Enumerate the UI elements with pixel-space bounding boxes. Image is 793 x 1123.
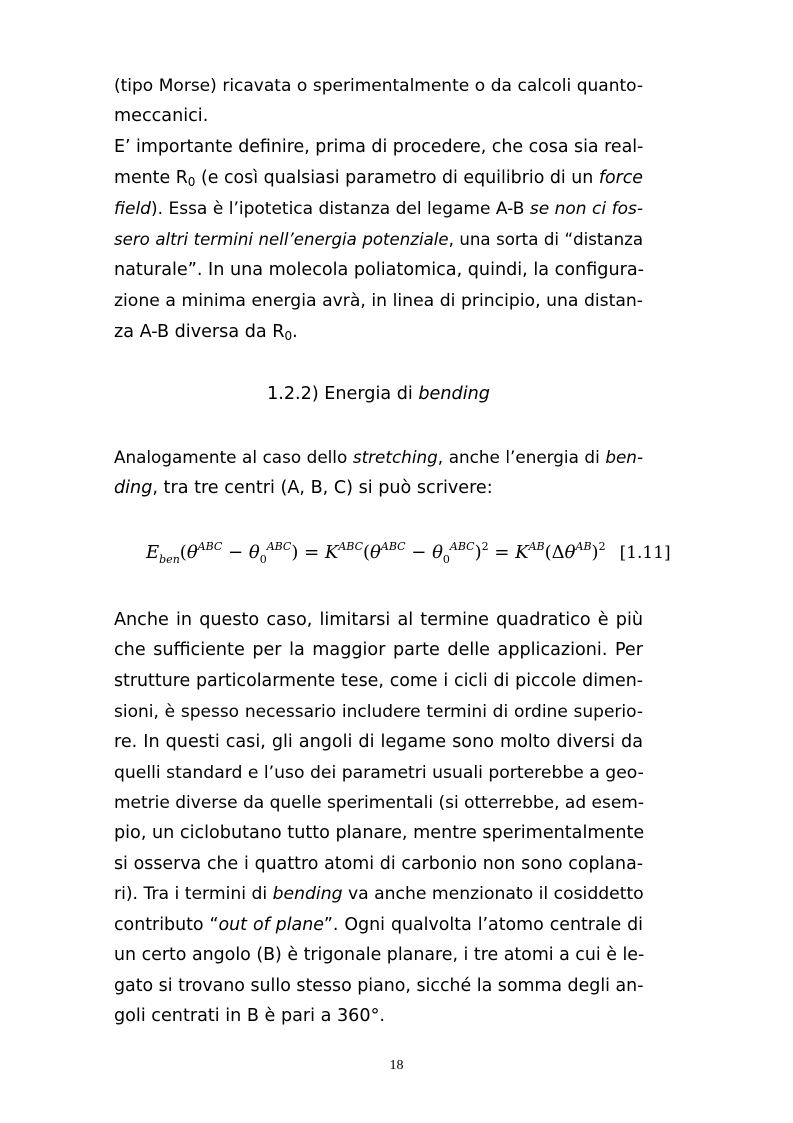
- text-line: quelli standard e l’uso dei parametri usuali porterebbe a geo-: [114, 763, 644, 783]
- text-line: za A-B diversa da R0.: [114, 322, 298, 343]
- text-line: pio, un ciclobutano tutto planare, mentre sperimentalmente: [114, 823, 645, 843]
- text-line: goli centrati in B è pari a 360°.: [114, 1006, 385, 1026]
- text-line: strutture particolarmente tese, come i cicli di piccole dimen-: [114, 671, 643, 691]
- text-line: sero altri termini nell’energia potenziale, una sorta di “distanza: [114, 230, 643, 249]
- text-line: contributo “out of plane”. Ogni qualvolta l’atomo centrale di: [114, 915, 643, 935]
- text-line: (tipo Morse) ricavata o sperimentalmente o da calcoli quanto-: [114, 76, 643, 96]
- text-line: Analogamente al caso dello stretching, anche l’energia di ben-: [114, 447, 643, 467]
- text-line: metrie diverse da quelle sperimentali (si otterrebbe, ad esem-: [114, 793, 644, 813]
- text-line: meccanici.: [114, 106, 209, 126]
- page-number: 18: [389, 1058, 404, 1073]
- equation-number: [1.11]: [619, 543, 671, 563]
- text-line: zione a minima energia avrà, in linea di principio, una distan-: [114, 291, 643, 311]
- text-line: un certo angolo (B) è trigonale planare, i tre atomi a cui è le-: [114, 945, 645, 965]
- text-line: re. In questi casi, gli angoli di legame sono molto diversi da: [114, 732, 643, 752]
- text-line: naturale”. In una molecola poliatomica, quindi, la configura-: [114, 260, 644, 280]
- text-line: Anche in questo caso, limitarsi al termine quadratico è più: [114, 610, 643, 630]
- text-line: gato si trovano sullo stesso piano, sicché la somma degli an-: [114, 976, 644, 996]
- text-line: sioni, è spesso necessario includere termini di ordine superio-: [114, 702, 643, 722]
- text-line: ding, tra tre centri (A, B, C) si può scrivere:: [114, 478, 493, 498]
- section-heading: 1.2.2) Energia di bending: [267, 384, 490, 404]
- text-line: field). Essa è l’ipotetica distanza del legame A-B se non ci fos-: [114, 199, 643, 219]
- equation-1-11: $E_{ben}(\theta^{ABC} - \theta_0^{ABC}) = K^{ABC}(\theta^{ABC} - \theta_0^{ABC})^2 = K^{AB}(\Delta\theta^{AB})^2$ [1.11]: [146, 540, 671, 566]
- text-line: ri). Tra i termini di bending va anche menzionato il cosiddetto: [114, 884, 644, 904]
- text-line: E’ importante definire, prima di procedere, che cosa sia real-: [114, 137, 644, 157]
- text-line: mente R0 (e così qualsiasi parametro di equilibrio di un force: [114, 168, 644, 189]
- text-line: che sufficiente per la maggior parte delle applicazioni. Per: [114, 640, 643, 660]
- text-line: si osserva che i quattro atomi di carbonio non sono coplana-: [114, 854, 643, 874]
